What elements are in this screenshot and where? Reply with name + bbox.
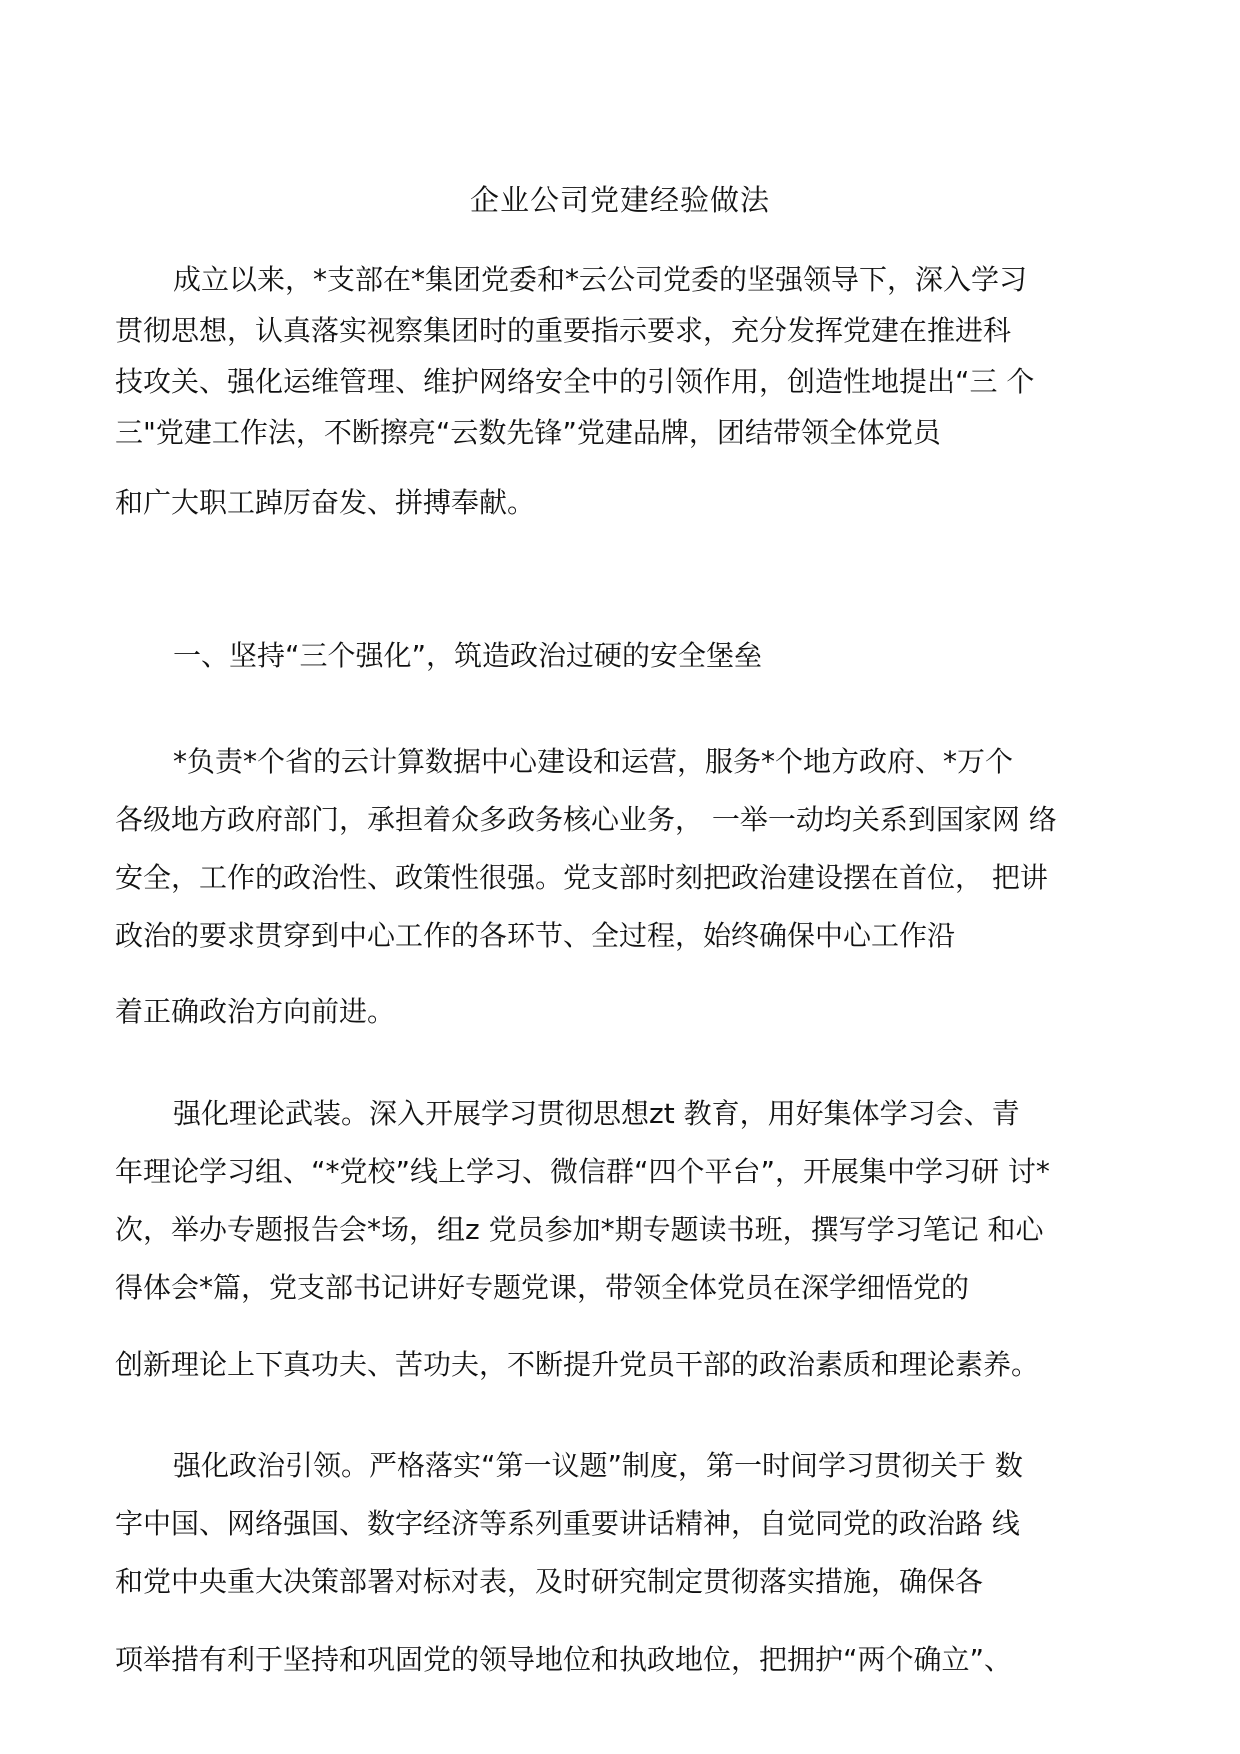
paragraph-line: 技攻关、强化运维管理、维护网络安全中的引领作用，创造性地提出“三 个: [115, 365, 1035, 398]
paragraph-line: 创新理论上下真功夫、苦功夫，不断提升党员干部的政治素质和理论素养。: [115, 1348, 1040, 1381]
paragraph-line: 强化政治引领。严格落实“第一议题”制度，第一时间学习贯彻关于 数: [173, 1449, 1023, 1482]
paragraph-line: 着正确政治方向前进。: [115, 995, 396, 1028]
document-title: 企业公司党建经验做法: [469, 183, 770, 217]
paragraph-line: 项举措有利于坚持和巩固党的领导地位和执政地位，把拥护“两个确立”、: [115, 1643, 1013, 1676]
paragraph-line: 政治的要求贯穿到中心工作的各环节、全过程，始终确保中心工作沿: [115, 919, 956, 952]
paragraph-line: 安全，工作的政治性、政策性很强。党支部时刻把政治建设摆在首位， 把讲: [115, 861, 1048, 894]
paragraph-line: 和党中央重大决策部署对标对表，及时研究制定贯彻落实措施，确保各: [115, 1565, 984, 1598]
paragraph-line: 强化理论武装。深入开展学习贯彻思想zt 教育，用好集体学习会、青: [173, 1097, 1020, 1130]
paragraph-line: 成立以来，*支部在*集团党委和*云公司党委的坚强领导下，深入学习: [173, 263, 1028, 296]
paragraph-line: 三"党建工作法，不断擦亮“云数先锋”党建品牌，团结带领全体党员: [115, 416, 941, 449]
paragraph-line: 各级地方政府部门，承担着众多政务核心业务， 一举一动均关系到国家网 络: [115, 803, 1057, 836]
section-heading: 一、坚持“三个强化”，筑造政治过硬的安全堡垒: [173, 639, 763, 672]
paragraph-line: 贯彻思想，认真落实视察集团时的重要指示要求，充分发挥党建在推进科: [115, 314, 1012, 347]
paragraph-line: 和广大职工踔厉奋发、拼搏奉献。: [115, 486, 536, 519]
paragraph-line: 得体会*篇，党支部书记讲好专题党课，带领全体党员在深学细悟党的: [115, 1271, 970, 1304]
paragraph-line: 年理论学习组、“*党校”线上学习、微信群“四个平台”，开展集中学习研 讨*: [115, 1155, 1050, 1188]
paragraph-line: 次，举办专题报告会*场，组z 党员参加*期专题读书班，撰写学习笔记 和心: [115, 1213, 1044, 1246]
paragraph-line: 字中国、网络强国、数字经济等系列重要讲话精神，自觉同党的政治路 线: [115, 1507, 1020, 1540]
paragraph-line: *负责*个省的云计算数据中心建设和运营，服务*个地方政府、*万个: [173, 745, 1014, 778]
